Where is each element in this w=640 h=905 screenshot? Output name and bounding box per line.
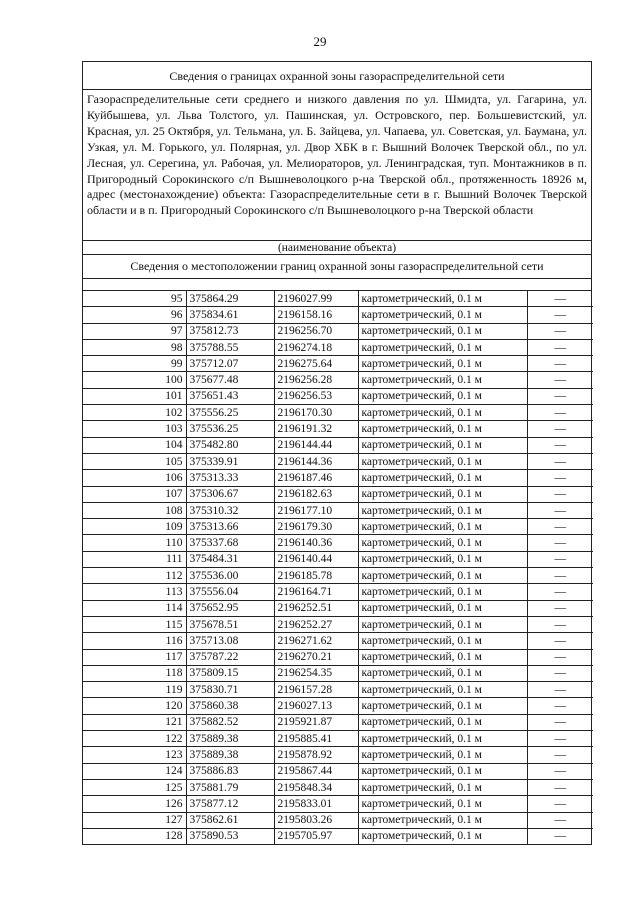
- point-number-cell: 113: [83, 584, 186, 600]
- method-cell: картометрический, 0.1 м: [358, 649, 527, 665]
- x-coordinate-cell: 375339.91: [186, 453, 274, 469]
- accuracy-dash-cell: —: [527, 339, 593, 355]
- x-coordinate-cell: 375830.71: [186, 682, 274, 698]
- accuracy-dash-cell: —: [527, 747, 593, 763]
- method-cell: картометрический, 0.1 м: [358, 535, 527, 551]
- method-cell: картометрический, 0.1 м: [358, 421, 527, 437]
- accuracy-dash-cell: —: [527, 812, 593, 828]
- accuracy-dash-cell: —: [527, 649, 593, 665]
- y-coordinate-cell: 2196275.64: [274, 356, 358, 372]
- accuracy-dash-cell: —: [527, 470, 593, 486]
- y-coordinate-cell: 2195803.26: [274, 812, 358, 828]
- method-cell: картометрический, 0.1 м: [358, 356, 527, 372]
- table-row: [83, 519, 593, 535]
- y-coordinate-cell: 2195885.41: [274, 731, 358, 747]
- accuracy-dash-cell: —: [527, 796, 593, 812]
- point-number-cell: 124: [83, 763, 186, 779]
- y-coordinate-cell: 2196157.28: [274, 682, 358, 698]
- y-coordinate-cell: 2196274.18: [274, 339, 358, 355]
- method-cell: картометрический, 0.1 м: [358, 519, 527, 535]
- x-coordinate-cell: 375313.66: [186, 519, 274, 535]
- accuracy-dash-cell: —: [527, 372, 593, 388]
- accuracy-dash-cell: —: [527, 828, 593, 844]
- point-number-cell: 99: [83, 356, 186, 372]
- y-coordinate-cell: 2195833.01: [274, 796, 358, 812]
- x-coordinate-cell: 375652.95: [186, 600, 274, 616]
- table-row: [83, 796, 593, 812]
- method-cell: картометрический, 0.1 м: [358, 812, 527, 828]
- accuracy-dash-cell: —: [527, 535, 593, 551]
- accuracy-dash-cell: —: [527, 682, 593, 698]
- accuracy-dash-cell: —: [527, 633, 593, 649]
- x-coordinate-cell: 375536.00: [186, 568, 274, 584]
- y-coordinate-cell: 2196256.53: [274, 388, 358, 404]
- y-coordinate-cell: 2196252.27: [274, 616, 358, 632]
- table-title: Сведения о границах охранной зоны газораспределительной сети: [83, 62, 591, 90]
- table-row: [83, 388, 593, 404]
- table-row: [83, 633, 593, 649]
- accuracy-dash-cell: —: [527, 502, 593, 518]
- table-row: [83, 405, 593, 421]
- y-coordinate-cell: 2195867.44: [274, 763, 358, 779]
- x-coordinate-cell: 375536.25: [186, 421, 274, 437]
- x-coordinate-cell: 375556.04: [186, 584, 274, 600]
- y-coordinate-cell: 2196271.62: [274, 633, 358, 649]
- method-cell: картометрический, 0.1 м: [358, 372, 527, 388]
- point-number-cell: 123: [83, 747, 186, 763]
- method-cell: картометрический, 0.1 м: [358, 633, 527, 649]
- method-cell: картометрический, 0.1 м: [358, 584, 527, 600]
- header-spacer: [83, 279, 591, 291]
- point-number-cell: 112: [83, 568, 186, 584]
- table-row: [83, 291, 593, 307]
- accuracy-dash-cell: —: [527, 356, 593, 372]
- y-coordinate-cell: 2196027.99: [274, 291, 358, 307]
- table-row: [83, 600, 593, 616]
- method-cell: картометрический, 0.1 м: [358, 453, 527, 469]
- accuracy-dash-cell: —: [527, 600, 593, 616]
- table-row: [83, 323, 593, 339]
- x-coordinate-cell: 375862.61: [186, 812, 274, 828]
- accuracy-dash-cell: —: [527, 731, 593, 747]
- table-row: [83, 470, 593, 486]
- point-number-cell: 114: [83, 600, 186, 616]
- point-number-cell: 101: [83, 388, 186, 404]
- x-coordinate-cell: 375678.51: [186, 616, 274, 632]
- y-coordinate-cell: 2196179.30: [274, 519, 358, 535]
- point-number-cell: 118: [83, 665, 186, 681]
- x-coordinate-cell: 375306.67: [186, 486, 274, 502]
- y-coordinate-cell: 2195705.97: [274, 828, 358, 844]
- accuracy-dash-cell: —: [527, 779, 593, 795]
- method-cell: картометрический, 0.1 м: [358, 568, 527, 584]
- table-row: [83, 812, 593, 828]
- table-row: [83, 372, 593, 388]
- method-cell: картометрический, 0.1 м: [358, 470, 527, 486]
- method-cell: картометрический, 0.1 м: [358, 600, 527, 616]
- x-coordinate-cell: 375313.33: [186, 470, 274, 486]
- accuracy-dash-cell: —: [527, 437, 593, 453]
- point-number-cell: 109: [83, 519, 186, 535]
- method-cell: картометрический, 0.1 м: [358, 307, 527, 323]
- table-row: [83, 453, 593, 469]
- point-number-cell: 96: [83, 307, 186, 323]
- method-cell: картометрический, 0.1 м: [358, 323, 527, 339]
- method-cell: картометрический, 0.1 м: [358, 665, 527, 681]
- x-coordinate-cell: 375651.43: [186, 388, 274, 404]
- accuracy-dash-cell: —: [527, 486, 593, 502]
- boundary-info-table: [82, 61, 592, 845]
- location-title: Сведения о местоположении границ охранной зоны газораспределительной сети: [83, 255, 591, 279]
- object-caption: (наименование объекта): [83, 241, 591, 255]
- accuracy-dash-cell: —: [527, 519, 593, 535]
- table-row: [83, 339, 593, 355]
- point-number-cell: 125: [83, 779, 186, 795]
- y-coordinate-cell: 2196270.21: [274, 649, 358, 665]
- point-number-cell: 103: [83, 421, 186, 437]
- y-coordinate-cell: 2195878.92: [274, 747, 358, 763]
- method-cell: картометрический, 0.1 м: [358, 731, 527, 747]
- table-row: [83, 828, 593, 844]
- method-cell: картометрический, 0.1 м: [358, 714, 527, 730]
- point-number-cell: 106: [83, 470, 186, 486]
- y-coordinate-cell: 2196256.28: [274, 372, 358, 388]
- accuracy-dash-cell: —: [527, 698, 593, 714]
- x-coordinate-cell: 375812.73: [186, 323, 274, 339]
- accuracy-dash-cell: —: [527, 616, 593, 632]
- coordinates-table-body: [83, 291, 593, 844]
- x-coordinate-cell: 375860.38: [186, 698, 274, 714]
- coordinates-table: [83, 291, 593, 844]
- x-coordinate-cell: 375337.68: [186, 535, 274, 551]
- method-cell: картометрический, 0.1 м: [358, 502, 527, 518]
- y-coordinate-cell: 2196185.78: [274, 568, 358, 584]
- table-row: [83, 649, 593, 665]
- accuracy-dash-cell: —: [527, 714, 593, 730]
- point-number-cell: 100: [83, 372, 186, 388]
- y-coordinate-cell: 2196182.63: [274, 486, 358, 502]
- point-number-cell: 102: [83, 405, 186, 421]
- y-coordinate-cell: 2196252.51: [274, 600, 358, 616]
- point-number-cell: 95: [83, 291, 186, 307]
- y-coordinate-cell: 2196140.44: [274, 551, 358, 567]
- x-coordinate-cell: 375889.38: [186, 731, 274, 747]
- x-coordinate-cell: 375881.79: [186, 779, 274, 795]
- x-coordinate-cell: 375886.83: [186, 763, 274, 779]
- table-row: [83, 714, 593, 730]
- table-row: [83, 616, 593, 632]
- method-cell: картометрический, 0.1 м: [358, 698, 527, 714]
- method-cell: картометрический, 0.1 м: [358, 616, 527, 632]
- method-cell: картометрический, 0.1 м: [358, 828, 527, 844]
- method-cell: картометрический, 0.1 м: [358, 747, 527, 763]
- coordinates-section: [83, 291, 591, 844]
- accuracy-dash-cell: —: [527, 388, 593, 404]
- y-coordinate-cell: 2196191.32: [274, 421, 358, 437]
- table-row: [83, 779, 593, 795]
- y-coordinate-cell: 2196140.36: [274, 535, 358, 551]
- table-row: [83, 665, 593, 681]
- accuracy-dash-cell: —: [527, 584, 593, 600]
- point-number-cell: 121: [83, 714, 186, 730]
- accuracy-dash-cell: —: [527, 291, 593, 307]
- method-cell: картометрический, 0.1 м: [358, 682, 527, 698]
- accuracy-dash-cell: —: [527, 307, 593, 323]
- method-cell: картометрический, 0.1 м: [358, 796, 527, 812]
- accuracy-dash-cell: —: [527, 421, 593, 437]
- point-number-cell: 119: [83, 682, 186, 698]
- y-coordinate-cell: 2196170.30: [274, 405, 358, 421]
- y-coordinate-cell: 2196177.10: [274, 502, 358, 518]
- y-coordinate-cell: 2196144.36: [274, 453, 358, 469]
- table-row: [83, 731, 593, 747]
- y-coordinate-cell: 2195848.34: [274, 779, 358, 795]
- method-cell: картометрический, 0.1 м: [358, 291, 527, 307]
- method-cell: картометрический, 0.1 м: [358, 339, 527, 355]
- point-number-cell: 104: [83, 437, 186, 453]
- x-coordinate-cell: 375677.48: [186, 372, 274, 388]
- point-number-cell: 108: [83, 502, 186, 518]
- point-number-cell: 107: [83, 486, 186, 502]
- x-coordinate-cell: 375713.08: [186, 633, 274, 649]
- table-row: [83, 682, 593, 698]
- table-row: [83, 486, 593, 502]
- point-number-cell: 105: [83, 453, 186, 469]
- method-cell: картометрический, 0.1 м: [358, 779, 527, 795]
- table-row: [83, 535, 593, 551]
- point-number-cell: 97: [83, 323, 186, 339]
- method-cell: картометрический, 0.1 м: [358, 405, 527, 421]
- method-cell: картометрический, 0.1 м: [358, 551, 527, 567]
- point-number-cell: 110: [83, 535, 186, 551]
- x-coordinate-cell: 375484.31: [186, 551, 274, 567]
- x-coordinate-cell: 375864.29: [186, 291, 274, 307]
- table-row: [83, 568, 593, 584]
- table-row: [83, 763, 593, 779]
- page-number: 29: [313, 34, 327, 49]
- point-number-cell: 116: [83, 633, 186, 649]
- x-coordinate-cell: 375556.25: [186, 405, 274, 421]
- x-coordinate-cell: 375877.12: [186, 796, 274, 812]
- y-coordinate-cell: 2196164.71: [274, 584, 358, 600]
- accuracy-dash-cell: —: [527, 405, 593, 421]
- point-number-cell: 126: [83, 796, 186, 812]
- table-row: [83, 747, 593, 763]
- table-row: [83, 698, 593, 714]
- y-coordinate-cell: 2196027.13: [274, 698, 358, 714]
- table-row: [83, 356, 593, 372]
- accuracy-dash-cell: —: [527, 665, 593, 681]
- x-coordinate-cell: 375834.61: [186, 307, 274, 323]
- table-row: [83, 551, 593, 567]
- x-coordinate-cell: 375787.22: [186, 649, 274, 665]
- table-row: [83, 437, 593, 453]
- method-cell: картометрический, 0.1 м: [358, 763, 527, 779]
- table-row: [83, 307, 593, 323]
- y-coordinate-cell: 2195921.87: [274, 714, 358, 730]
- x-coordinate-cell: 375809.15: [186, 665, 274, 681]
- y-coordinate-cell: 2196144.44: [274, 437, 358, 453]
- accuracy-dash-cell: —: [527, 323, 593, 339]
- x-coordinate-cell: 375482.80: [186, 437, 274, 453]
- point-number-cell: 115: [83, 616, 186, 632]
- point-number-cell: 127: [83, 812, 186, 828]
- accuracy-dash-cell: —: [527, 763, 593, 779]
- y-coordinate-cell: 2196158.16: [274, 307, 358, 323]
- method-cell: картометрический, 0.1 м: [358, 388, 527, 404]
- x-coordinate-cell: 375889.38: [186, 747, 274, 763]
- table-row: [83, 502, 593, 518]
- method-cell: картометрический, 0.1 м: [358, 486, 527, 502]
- y-coordinate-cell: 2196254.35: [274, 665, 358, 681]
- point-number-cell: 98: [83, 339, 186, 355]
- point-number-cell: 120: [83, 698, 186, 714]
- point-number-cell: 111: [83, 551, 186, 567]
- table-row: [83, 421, 593, 437]
- point-number-cell: 117: [83, 649, 186, 665]
- accuracy-dash-cell: —: [527, 453, 593, 469]
- x-coordinate-cell: 375890.53: [186, 828, 274, 844]
- accuracy-dash-cell: —: [527, 551, 593, 567]
- x-coordinate-cell: 375310.32: [186, 502, 274, 518]
- object-description: Газораспределительные сети среднего и низкого давления по ул. Шмидта, ул. Гагарина, ул. Куйбышева, ул. Льва Толстого, ул. Пашинская, ул. Островского, пер. Большевистский, ул. Красная, ул. 25 Октября, ул. Тельмана, ул. Б. Зайцева, ул. Чапаева, ул. Советская, ул. Баумана, ул. Узкая, ул. М. Горького, ул. Полярная, ул. Двор ХБК в г. Вышний Волочек Тверской обл., по ул. Лесная, ул. Серегина, ул. Рабочая, ул. Мелиораторов, ул. Ленинградская, туп. Монтажников в п. Пригородный Сорокинского с/п Вышневолоцкого р-на Тверской обл., протяженность 18926 м, адрес (местонахождение) объекта: Газораспределительные сети в г. Вышний Волочек Тверской области и в п. Пригородный Сорокинского с/п Вышневолоцкого р-на Тверской области: [83, 90, 591, 241]
- table-row: [83, 584, 593, 600]
- method-cell: картометрический, 0.1 м: [358, 437, 527, 453]
- point-number-cell: 122: [83, 731, 186, 747]
- x-coordinate-cell: 375712.07: [186, 356, 274, 372]
- accuracy-dash-cell: —: [527, 568, 593, 584]
- point-number-cell: 128: [83, 828, 186, 844]
- x-coordinate-cell: 375788.55: [186, 339, 274, 355]
- x-coordinate-cell: 375882.52: [186, 714, 274, 730]
- y-coordinate-cell: 2196256.70: [274, 323, 358, 339]
- y-coordinate-cell: 2196187.46: [274, 470, 358, 486]
